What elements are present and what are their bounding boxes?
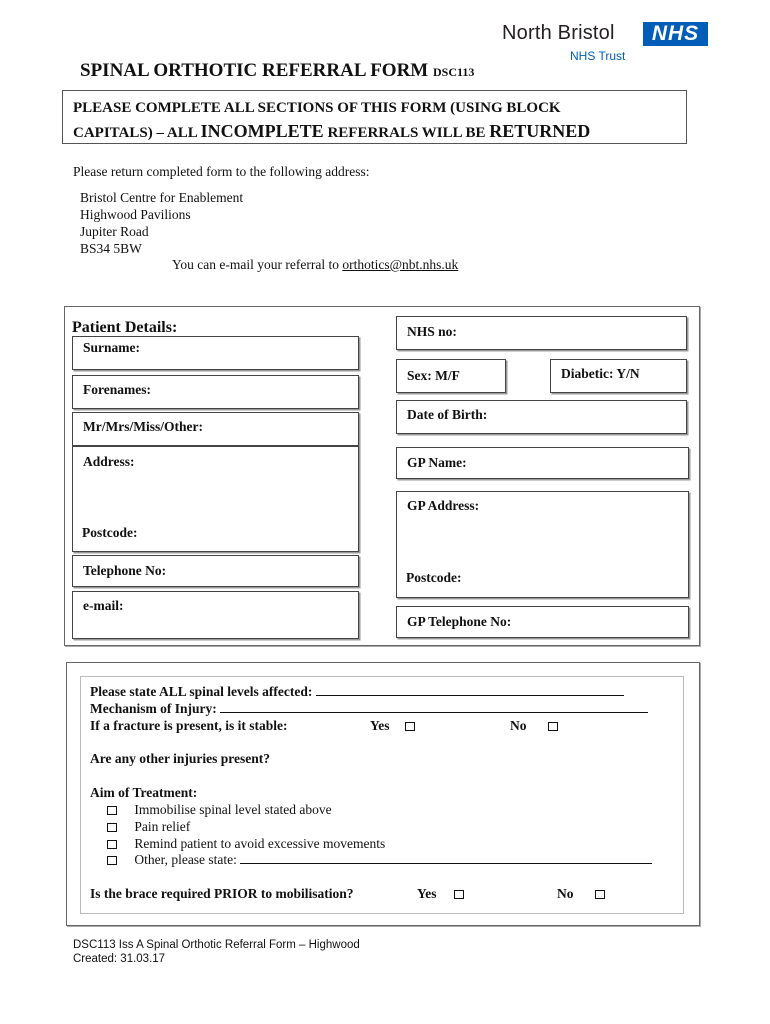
mechanism-row (90, 701, 648, 717)
other-injuries-label: Are any other injuries present? (90, 751, 270, 766)
aim-label: Remind patient to avoid excessive movements (134, 836, 386, 851)
aim-label: Immobilise spinal level stated above (134, 802, 332, 817)
form-title (80, 60, 474, 82)
notice-box (62, 90, 687, 144)
title-field[interactable] (72, 412, 359, 446)
diabetic-label: Diabetic: Y/N (561, 366, 640, 381)
diabetic-field[interactable] (550, 359, 687, 393)
title-label: Mr/Mrs/Miss/Other: (83, 419, 203, 434)
form-title-text: SPINAL ORTHOTIC REFERRAL FORM (80, 60, 429, 81)
forenames-label: Forenames: (83, 382, 151, 397)
footer-created: Created: 31.03.17 (73, 953, 166, 965)
return-address (80, 189, 243, 257)
dob-field[interactable] (396, 400, 687, 434)
mechanism-label: Mechanism of Injury: (90, 701, 217, 716)
aim-checkbox[interactable] (107, 806, 117, 815)
brace-no-label: No (557, 886, 574, 901)
aim-checkbox[interactable] (107, 856, 117, 865)
telephone-label: Telephone No: (83, 563, 167, 578)
aim-title: Aim of Treatment: (90, 785, 198, 800)
brace-label: Is the brace required PRIOR to mobilisation? (90, 886, 354, 901)
notice-incomplete: INCOMPLETE (200, 121, 324, 141)
aim-other-input[interactable] (240, 863, 652, 864)
postcode-label: Postcode: (82, 525, 138, 540)
aim-checkbox[interactable] (107, 840, 117, 849)
gp-postcode-label: Postcode: (406, 570, 462, 585)
email-prefix: You can e-mail your referral to (172, 257, 339, 272)
address-label: Address: (83, 454, 135, 469)
spinal-levels-label: Please state ALL spinal levels affected: (90, 684, 313, 699)
aim-checkbox[interactable] (107, 823, 117, 832)
brace-no-option (557, 886, 605, 902)
gp-address-label: GP Address: (407, 498, 480, 513)
fracture-no-checkbox[interactable] (548, 722, 558, 731)
address-line: Bristol Centre for Enablement (80, 190, 244, 205)
brace-yes-label: Yes (417, 886, 437, 901)
fracture-yes-label: Yes (370, 718, 390, 733)
aim-option (107, 852, 652, 868)
telephone-field[interactable] (72, 555, 359, 587)
gp-telephone-label: GP Telephone No: (407, 614, 512, 629)
notice-line1: PLEASE COMPLETE ALL SECTIONS OF THIS FORM (USING BLOCK (73, 100, 561, 116)
surname-label: Surname: (83, 340, 140, 355)
aim-label: Other, please state: (134, 852, 237, 867)
fracture-no-label: No (510, 718, 527, 733)
brace-yes-checkbox[interactable] (454, 890, 464, 899)
nhs-no-field[interactable] (396, 316, 687, 350)
fracture-yes-checkbox[interactable] (405, 722, 415, 731)
nhs-no-label: NHS no: (407, 324, 457, 339)
gp-name-field[interactable] (396, 447, 689, 479)
footer-doc-ref: DSC113 Iss A Spinal Orthotic Referral Form – Highwood (73, 939, 360, 951)
sex-field[interactable] (396, 359, 506, 393)
brace-no-checkbox[interactable] (595, 890, 605, 899)
patient-email-field[interactable] (72, 591, 359, 639)
address-line: Jupiter Road (80, 224, 149, 239)
aim-label: Pain relief (134, 819, 191, 834)
notice-line2-mid: REFERRALS WILL BE (327, 125, 486, 141)
aim-option (107, 836, 385, 852)
aim-option (107, 819, 190, 835)
gp-address-field[interactable] (396, 491, 689, 598)
fracture-label: If a fracture is present, is it stable: (90, 718, 288, 733)
nhs-logo: NHS (643, 22, 708, 46)
aim-option (107, 802, 332, 818)
email-instruction (172, 257, 458, 273)
gp-name-label: GP Name: (407, 455, 467, 470)
forenames-field[interactable] (72, 375, 359, 409)
address-line: BS34 5BW (80, 241, 142, 256)
fracture-yes-option (370, 718, 415, 734)
brace-yes-option (417, 886, 464, 902)
gp-telephone-field[interactable] (396, 606, 689, 638)
org-name: North Bristol (502, 22, 615, 44)
fracture-no-option (510, 718, 558, 734)
email-link[interactable]: orthotics@nbt.nhs.uk (342, 257, 459, 272)
spinal-levels-input[interactable] (316, 695, 624, 696)
form-code: DSC113 (432, 65, 475, 79)
mechanism-input[interactable] (220, 712, 648, 713)
surname-field[interactable] (72, 336, 359, 370)
spinal-levels-row (90, 684, 624, 700)
address-field[interactable] (72, 446, 359, 552)
sex-label: Sex: M/F (407, 368, 460, 383)
patient-email-label: e-mail: (83, 598, 124, 613)
address-line: Highwood Pavilions (80, 207, 191, 222)
notice-line2 (73, 120, 676, 145)
notice-returned: RETURNED (489, 121, 591, 141)
trust-label: NHS Trust (570, 49, 626, 63)
patient-details-title: Patient Details: (72, 319, 178, 336)
notice-line2-pre: CAPITALS) – ALL (73, 125, 197, 141)
dob-label: Date of Birth: (407, 407, 488, 422)
return-intro: Please return completed form to the following address: (73, 164, 370, 179)
